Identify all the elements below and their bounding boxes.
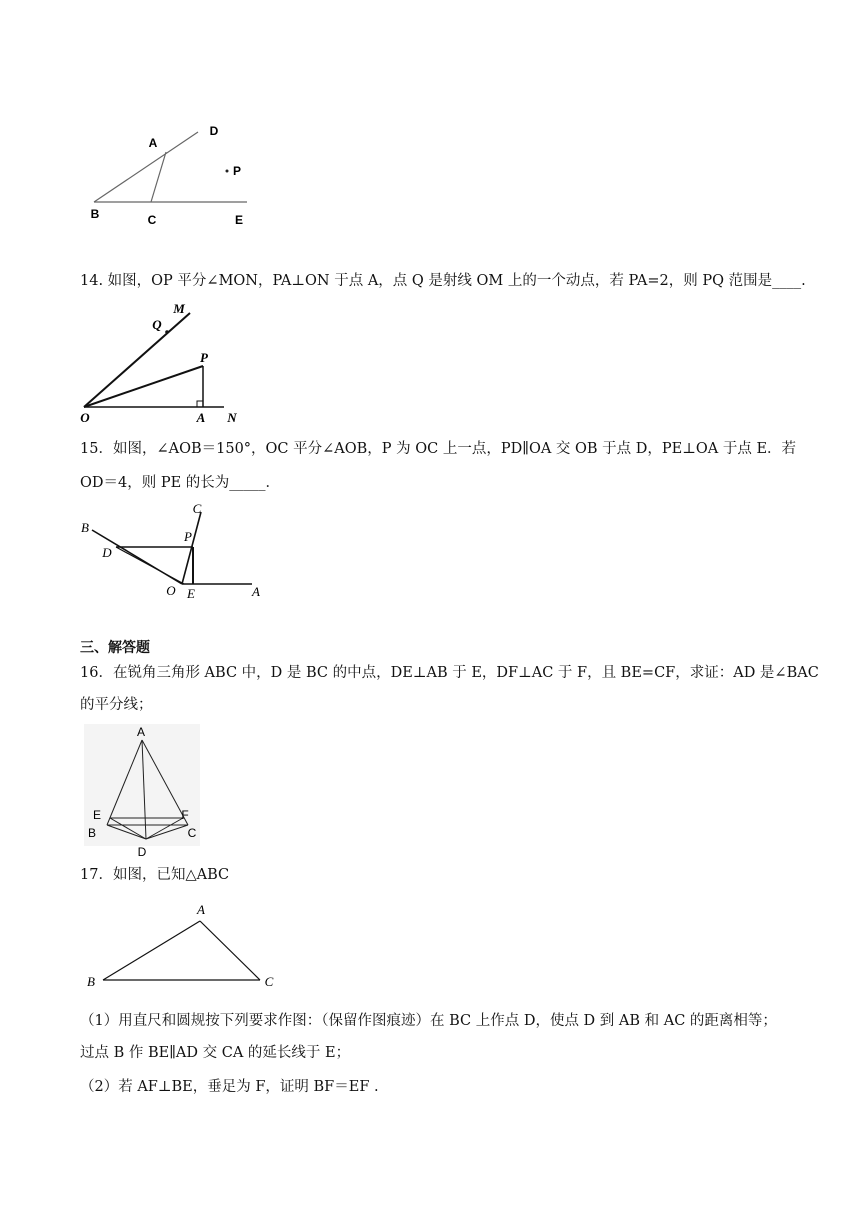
- label-E: E: [92, 808, 102, 823]
- label-P: P: [184, 528, 192, 544]
- label-O: O: [166, 582, 176, 598]
- figure-14: [76, 298, 246, 426]
- segment-AB: [103, 921, 200, 980]
- label-D: D: [102, 544, 112, 560]
- point-Q: [165, 330, 169, 334]
- segment-DE: [116, 547, 184, 584]
- label-A: A: [196, 409, 206, 425]
- label-M: M: [173, 300, 185, 316]
- label-C: C: [147, 213, 157, 228]
- right-angle-mark: [197, 401, 203, 407]
- label-C: C: [187, 826, 197, 841]
- ray-BD: [94, 132, 198, 202]
- label-B: B: [90, 207, 100, 222]
- figure-13: [80, 120, 270, 230]
- label-D: D: [137, 845, 147, 860]
- section-heading: 三、解答题: [80, 640, 150, 656]
- question-17-part1-line1: （1）用直尺和圆规按下列要求作图：（保留作图痕迹）在 BC 上作点 D，使点 D 到 AB 和 AC 的距离相等；: [80, 1013, 777, 1029]
- segment-AC: [200, 921, 260, 980]
- label-C: C: [264, 973, 274, 989]
- label-P: P: [232, 164, 242, 179]
- label-A: A: [136, 725, 146, 740]
- label-A: A: [148, 136, 158, 151]
- question-15-line2: OD＝4，则 PE 的长为_____．: [80, 475, 281, 491]
- question-16-line2: 的平分线；: [80, 697, 153, 713]
- label-A: A: [252, 583, 260, 599]
- label-Q: Q: [152, 316, 162, 332]
- label-N: N: [227, 409, 237, 425]
- label-O: O: [80, 409, 90, 425]
- ray-OC: [182, 512, 201, 584]
- label-A: A: [197, 901, 205, 917]
- label-C: C: [192, 500, 202, 516]
- question-17-part2: （2）若 AF⊥BE，垂足为 F，证明 BF＝EF .: [80, 1079, 379, 1095]
- label-B: B: [81, 519, 89, 535]
- ray-OP: [84, 366, 203, 407]
- label-E: E: [187, 585, 195, 601]
- point-P: [226, 170, 229, 173]
- question-17-line1: 17．如图，已知△ABC: [80, 867, 230, 883]
- label-F: F: [181, 808, 189, 823]
- label-E: E: [234, 213, 244, 228]
- segment-AC: [151, 152, 166, 202]
- label-P: P: [200, 349, 208, 365]
- ray-OM: [84, 313, 190, 407]
- question-14-text: 14. 如图，OP 平分∠MON，PA⊥ON 于点 A，点 Q 是射线 OM 上的一个动点，若 PA=2，则 PQ 范围是____.: [80, 273, 806, 289]
- question-15-line1: 15．如图，∠AOB＝150°，OC 平分∠AOB，P 为 OC 上一点，PD∥OA 交 OB 于点 D，PE⊥OA 于点 E．若: [80, 441, 797, 457]
- figure-15: [76, 500, 276, 606]
- figure-17: [80, 898, 280, 994]
- label-B: B: [87, 973, 95, 989]
- label-B: B: [87, 826, 97, 841]
- figure-16: [80, 722, 210, 862]
- question-17-part1-line2: 过点 B 作 BE∥AD 交 CA 的延长线于 E；: [80, 1045, 351, 1061]
- label-D: D: [209, 124, 219, 139]
- question-16-line1: 16．在锐角三角形 ABC 中，D 是 BC 的中点，DE⊥AB 于 E，DF⊥AC 于 F，且 BE=CF，求证：AD 是∠BAC: [80, 665, 819, 681]
